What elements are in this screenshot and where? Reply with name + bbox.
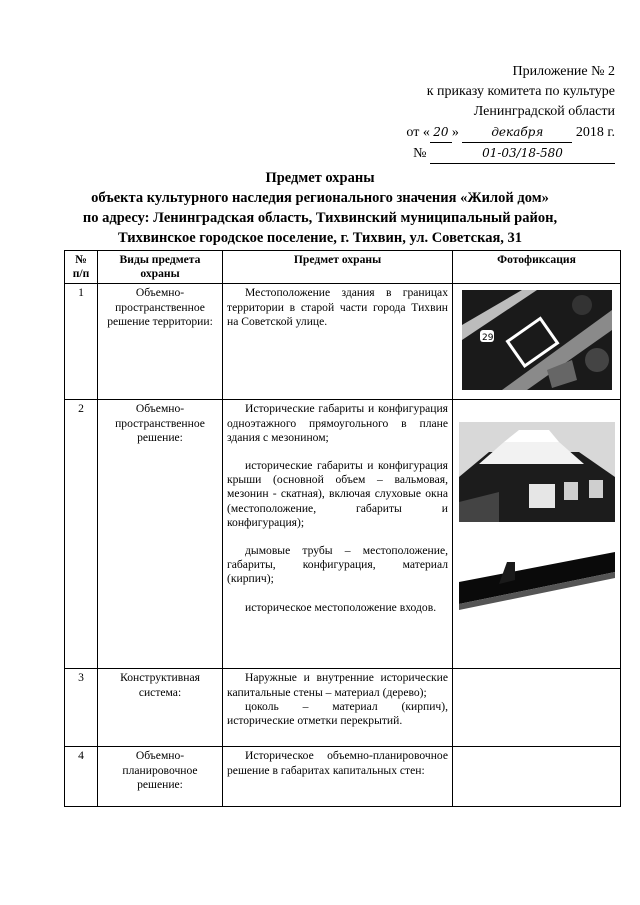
order-number: № 01-03/18-580 — [295, 143, 615, 164]
table-row: 1 Объемно-пространственное решение территории: Местоположение здания в границах территории в старой части города Тихвин на Советской улице. 29 — [65, 284, 621, 400]
svg-text:29: 29 — [481, 333, 493, 344]
table-header-row — [65, 251, 621, 284]
table-row: 4 Объемно-планировочное решение: Историческое объемно-планировочное решение в габаритах капитальных стен: — [65, 747, 621, 807]
appendix-number: Приложение № 2 — [512, 64, 615, 79]
table-row: 2 Объемно-пространственное решение: Исторические габариты и конфигурация одноэтажного прямоугольного в плане здания с мезонином; исторические габариты и конфигурация крыши (основной объем – вальмовая, мезонин - скатная), включая слуховые окна (местоположение, габариты и конфигурация); дымовые трубы – местоположение, габариты, конфигурация, материал (кирпич); историческое местоположение входов. — [65, 400, 621, 669]
header-num: № п/п — [65, 251, 98, 284]
table-row: 3 Конструктивная система: Наружные и внутренние исторические капитальные стены – материал (дерево); цоколь – материал (кирпич), исторические отметки перекрытий. — [65, 669, 621, 747]
aerial-map-photo — [462, 290, 612, 390]
order-day: 20 — [430, 122, 452, 143]
region-name: Ленинградской области — [473, 104, 615, 119]
document-header — [295, 62, 615, 164]
document-title: Предмет охраны объекта культурного наследия регионального значения «Жилой дом» по адресу: Ленинградская область, Тихвинский муниципальный район, Тихвинское городское поселение, г. Тихвин, ул. Советская, 31 — [82, 170, 558, 246]
building-facade-photo — [459, 422, 615, 522]
protection-subject-table — [64, 250, 621, 807]
order-date: от « 20 » декабря 2018 г. — [295, 122, 615, 143]
roof-detail-photo — [459, 542, 615, 622]
order-number-value: 01-03/18-580 — [430, 143, 615, 164]
order-reference: к приказу комитета по культуре — [426, 84, 615, 99]
order-month: декабря — [462, 122, 572, 143]
header-subject: Предмет охраны — [223, 251, 453, 284]
header-kind: Виды предмета охраны — [98, 251, 223, 284]
header-photo: Фотофиксация — [453, 251, 621, 284]
